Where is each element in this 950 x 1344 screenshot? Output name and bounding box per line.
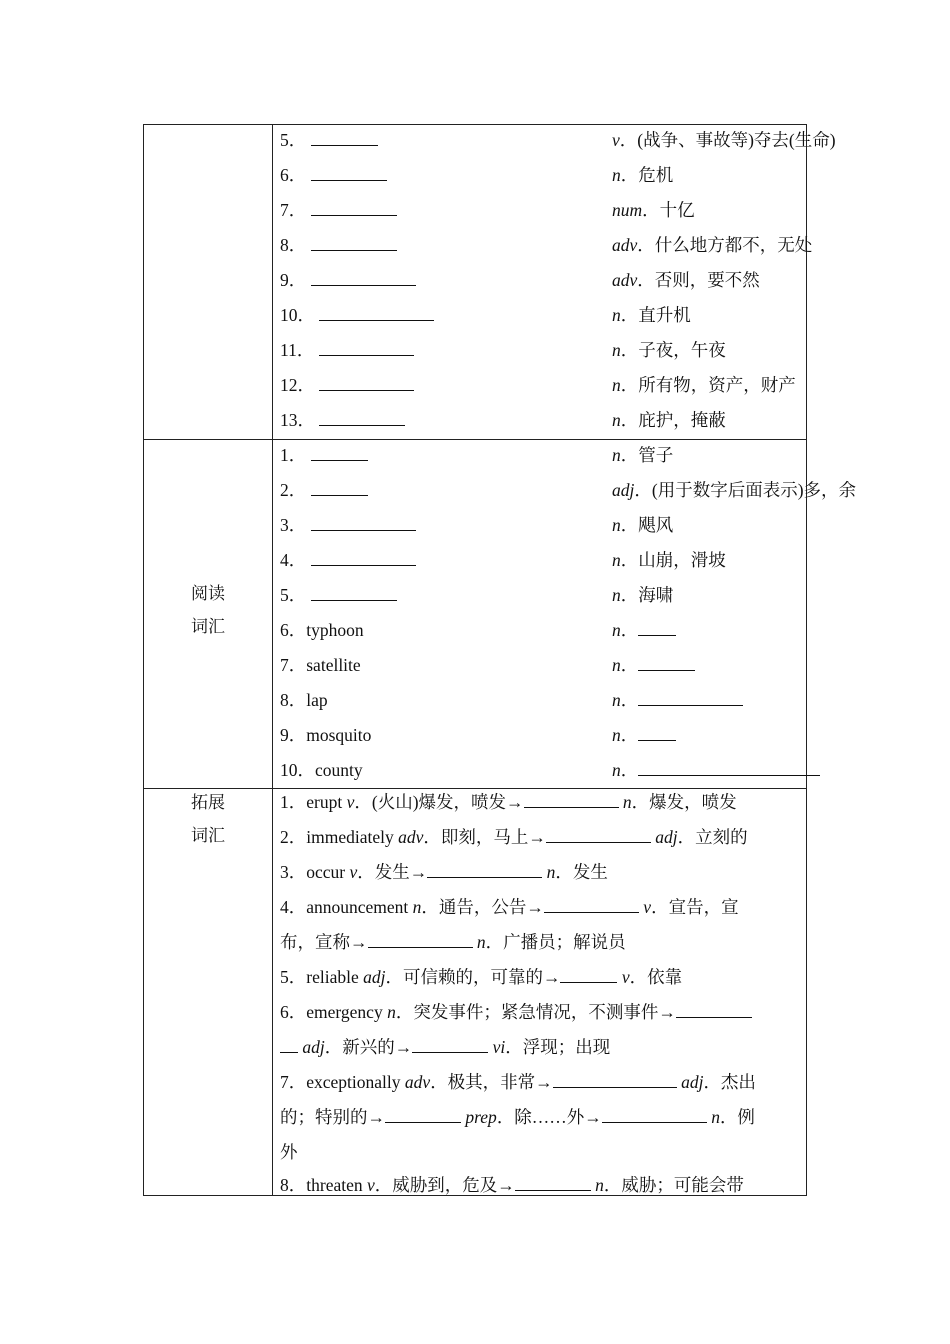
answer-blank[interactable] xyxy=(311,125,378,146)
answer-blank[interactable] xyxy=(385,1102,461,1123)
row-divider xyxy=(144,439,806,440)
list-item: 6． n．危机 xyxy=(280,160,387,195)
answer-blank[interactable] xyxy=(319,405,405,426)
answer-blank[interactable] xyxy=(638,650,695,671)
answer-blank[interactable] xyxy=(524,787,619,808)
answer-blank[interactable] xyxy=(560,962,617,983)
answer-blank[interactable] xyxy=(515,1170,591,1191)
answer-blank[interactable] xyxy=(311,440,368,461)
answer-blank[interactable] xyxy=(638,615,676,636)
vocab-word: satellite xyxy=(306,655,361,675)
list-item: 2．immediately adv．即刻，马上→ adj．立刻的 xyxy=(280,820,790,855)
list-item: 3． n．飓风 xyxy=(280,510,416,545)
item-number: 5． xyxy=(280,130,307,150)
list-item: 2． adj．(用于数字后面表示)多，余 xyxy=(280,475,368,510)
vocab-word: county xyxy=(315,760,363,780)
answer-blank[interactable] xyxy=(638,685,743,706)
vocabulary-table xyxy=(143,124,857,1196)
item-number: 6． xyxy=(280,165,307,185)
list-item: 8．lap n． xyxy=(280,685,328,720)
vocab-word: mosquito xyxy=(306,725,372,745)
list-item: 7． num．十亿 xyxy=(280,195,397,230)
answer-blank[interactable] xyxy=(311,510,416,531)
vocab-word: lap xyxy=(306,690,328,710)
meaning: (战争、事故等)夺去(生命) xyxy=(637,130,836,150)
answer-blank[interactable] xyxy=(638,720,676,741)
answer-blank[interactable] xyxy=(311,160,387,181)
answer-blank[interactable] xyxy=(311,580,397,601)
answer-blank[interactable] xyxy=(319,370,414,391)
list-item: 10．county n． xyxy=(280,755,363,790)
list-item: 10． n．直升机 xyxy=(280,300,434,335)
column-divider xyxy=(272,125,273,1195)
list-item: 7．exceptionally adv．极其，非常→ adj．杰出 的；特别的→ prep．除……外→ n．例 外 xyxy=(280,1065,790,1170)
answer-blank[interactable] xyxy=(311,475,368,496)
list-item: 4． n．山崩，滑坡 xyxy=(280,545,416,580)
list-item: 5． v．(战争、事故等)夺去(生命) xyxy=(280,125,378,160)
vocab-word: typhoon xyxy=(306,620,364,640)
answer-blank[interactable] xyxy=(319,300,434,321)
list-item: 7．satellite n． xyxy=(280,650,361,685)
answer-blank[interactable] xyxy=(368,927,473,948)
section-label-reading: 阅读 词汇 xyxy=(191,584,225,637)
list-item: 5． n．海啸 xyxy=(280,580,397,615)
answer-blank[interactable] xyxy=(311,230,397,251)
part-of-speech: v xyxy=(612,130,620,150)
list-item: 1． n．管子 xyxy=(280,440,368,475)
list-item: 1．erupt v．(火山)爆发，喷发→ n．爆发，喷发 xyxy=(280,785,790,820)
answer-blank[interactable] xyxy=(311,545,416,566)
list-item: 6．emergency n．突发事件；紧急情况，不测事件→ adj．新兴的→ vi．浮现；出现 xyxy=(280,995,790,1065)
list-item: 9． adv．否则，要不然 xyxy=(280,265,416,300)
list-item: 13． n．庇护，掩蔽 xyxy=(280,405,405,440)
section-label-extension: 拓展 词汇 xyxy=(191,793,225,846)
list-item: 6．typhoon n． xyxy=(280,615,364,650)
answer-blank[interactable] xyxy=(311,195,397,216)
list-item: 12． n．所有物，资产，财产 xyxy=(280,370,414,405)
list-item: 5．reliable adj．可信赖的，可靠的→ v．依靠 xyxy=(280,960,790,995)
answer-blank[interactable] xyxy=(427,857,542,878)
answer-blank[interactable] xyxy=(676,997,752,1018)
answer-blank[interactable] xyxy=(602,1102,707,1123)
answer-blank[interactable] xyxy=(311,265,416,286)
answer-blank[interactable] xyxy=(412,1032,488,1053)
list-item: 8．threaten v．威胁到，危及→ n．威胁；可能会带 xyxy=(280,1168,790,1203)
answer-blank[interactable] xyxy=(546,822,651,843)
answer-blank[interactable] xyxy=(319,335,414,356)
list-item: 9．mosquito n． xyxy=(280,720,371,755)
answer-blank[interactable] xyxy=(638,755,820,776)
list-item: 8． adv．什么地方都不，无处 xyxy=(280,230,397,265)
list-item: 11． n．子夜，午夜 xyxy=(280,335,414,370)
answer-blank[interactable] xyxy=(280,1032,298,1053)
answer-blank[interactable] xyxy=(553,1067,677,1088)
list-item: 3．occur v．发生→ n．发生 xyxy=(280,855,790,890)
list-item: 4．announcement n．通告，公告→ v．宣告，宣 布，宣称→ n．广播员；解说员 xyxy=(280,890,790,960)
answer-blank[interactable] xyxy=(544,892,639,913)
